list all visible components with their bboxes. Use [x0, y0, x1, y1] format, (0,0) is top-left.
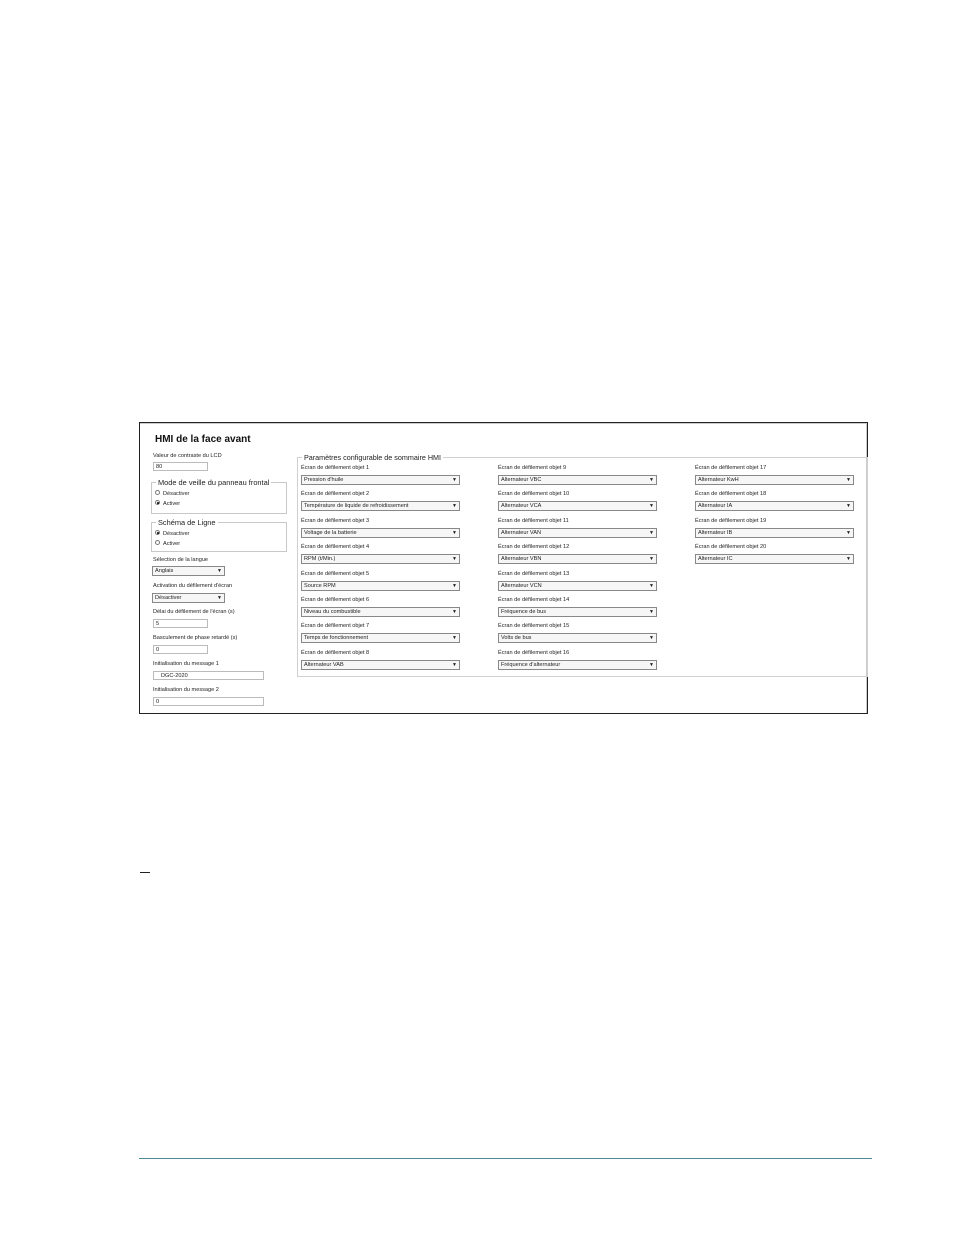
scroll-activation-select-value: Désactiver: [155, 595, 182, 601]
chevron-down-icon: ▼: [649, 529, 654, 536]
message2-label: Initialisation du message 2: [153, 687, 219, 693]
radio-icon: [155, 500, 160, 505]
phase-toggle-input[interactable]: 0: [153, 645, 208, 654]
sleep-mode-group: [151, 478, 287, 514]
scroll-object-select[interactable]: [301, 528, 460, 538]
scroll-object-select[interactable]: [498, 501, 657, 511]
radio-icon: [155, 540, 160, 545]
line-diagram-enable-radio[interactable]: [155, 541, 180, 547]
scroll-object-label: Écran de défilement objet 1: [301, 465, 370, 471]
scroll-object-label: Écran de défilement objet 10: [498, 491, 570, 498]
footnote-mark: [140, 872, 150, 873]
scroll-object-label: Écran de défilement objet 3: [301, 517, 370, 524]
scroll-delay-label: Délai du défilement de l'écran (s): [153, 609, 235, 615]
scroll-object-label: Écran de défilement objet 18: [695, 491, 767, 498]
scroll-object-label: Écran de défilement objet 7: [301, 623, 370, 630]
scroll-object-select-value: Température de liquide de refroidissement: [304, 503, 409, 510]
chevron-down-icon: ▼: [452, 503, 457, 510]
scroll-object-label: Écran de défilement objet 2: [301, 491, 370, 498]
chevron-down-icon: ▼: [217, 568, 222, 574]
scroll-object-label: Écran de défilement objet 6: [301, 597, 370, 603]
chevron-down-icon: ▼: [649, 661, 654, 668]
scroll-object-select[interactable]: [498, 660, 657, 670]
scroll-object-select[interactable]: [301, 501, 460, 511]
chevron-down-icon: ▼: [846, 477, 851, 483]
scroll-object-select-value: Voltage de la batterie: [304, 529, 357, 536]
scroll-object-select[interactable]: [498, 475, 657, 485]
scroll-object-select[interactable]: [695, 475, 854, 485]
chevron-down-icon: ▼: [649, 556, 654, 563]
message1-label: Initialisation du message 1: [153, 661, 219, 667]
scroll-object-select[interactable]: [695, 501, 854, 511]
scroll-object-select-value: Fréquence de bus: [501, 609, 547, 615]
phase-toggle-label: Basculement de phase retardé (s): [153, 635, 238, 641]
scroll-object-select[interactable]: [301, 554, 460, 564]
scroll-object-label: Écran de défilement objet 19: [695, 517, 767, 524]
chevron-down-icon: ▼: [452, 582, 457, 589]
sleep-mode-disable-radio[interactable]: [155, 491, 189, 497]
scroll-object-label: Écran de défilement objet 8: [301, 649, 370, 656]
scroll-object-label: Écran de défilement objet 20: [695, 544, 767, 551]
scroll-object-label: Écran de défilement objet 11: [498, 517, 569, 524]
sleep-mode-option-label: Activer: [163, 501, 181, 507]
scroll-object-select-value: Fréquence d'alternateur: [501, 661, 561, 668]
chevron-down-icon: ▼: [452, 556, 457, 563]
chevron-down-icon: ▼: [452, 661, 457, 668]
line-diagram-title: Schéma de Ligne: [158, 518, 216, 527]
chevron-down-icon: ▼: [846, 529, 851, 536]
scroll-object-select[interactable]: [301, 660, 460, 670]
scroll-object-label: Écran de défilement objet 5: [301, 570, 370, 577]
chevron-down-icon: ▼: [649, 609, 654, 615]
scroll-object-select-value: Alternateur KwH: [698, 477, 739, 483]
chevron-down-icon: ▼: [649, 477, 654, 483]
hmi-front-panel-window: [139, 422, 868, 714]
scroll-object-select-value: Alternateur VBN: [501, 556, 542, 563]
hmi-summary-params-group: [297, 453, 868, 677]
radio-icon: [155, 530, 160, 535]
scroll-activation-label: Activation du défilement d'écran: [153, 583, 233, 589]
scroll-object-select[interactable]: [498, 581, 657, 591]
scroll-object-select[interactable]: [498, 554, 657, 564]
scroll-object-select-value: Volts de bus: [501, 635, 532, 642]
scroll-object-select-value: RPM (t/Min.): [304, 556, 336, 563]
scroll-object-select-value: Niveau du combustible: [304, 609, 361, 615]
line-diagram-disable-radio[interactable]: [155, 531, 189, 537]
scroll-object-select-value: Source RPM: [304, 582, 336, 589]
sleep-mode-option-label: Désactiver: [163, 491, 190, 497]
scroll-object-label: Écran de défilement objet 4: [301, 544, 370, 551]
scroll-object-label: Écran de défilement objet 16: [498, 649, 570, 656]
lcd-contrast-input[interactable]: 80: [153, 462, 208, 471]
scroll-object-select[interactable]: [301, 581, 460, 591]
scroll-object-select[interactable]: [301, 475, 460, 485]
radio-icon: [155, 490, 160, 495]
chevron-down-icon: ▼: [217, 595, 222, 601]
language-select-value: Anglais: [155, 568, 174, 574]
scroll-object-select-value: Alternateur VAB: [304, 661, 344, 668]
scroll-activation-select[interactable]: [152, 593, 225, 603]
chevron-down-icon: ▼: [649, 582, 654, 589]
scroll-object-select[interactable]: [301, 633, 460, 643]
hmi-summary-params-title: Paramètres configurable de sommaire HMI: [304, 453, 442, 462]
scroll-object-label: Écran de défilement objet 13: [498, 570, 570, 577]
scroll-object-label: Écran de défilement objet 12: [498, 544, 570, 551]
scroll-object-select-value: Temps de fonctionnement: [304, 635, 369, 642]
line-diagram-option-label: Désactiver: [163, 531, 190, 537]
chevron-down-icon: ▼: [649, 635, 654, 642]
lcd-contrast-label: Valeur de contraste du LCD: [153, 453, 222, 459]
chevron-down-icon: ▼: [452, 477, 457, 483]
window-title: HMI de la face avant: [155, 434, 251, 445]
chevron-down-icon: ▼: [452, 529, 457, 536]
scroll-object-select-value: Alternateur IB: [698, 529, 733, 536]
scroll-object-select-value: Alternateur IA: [698, 503, 733, 510]
scroll-delay-input[interactable]: 5: [153, 619, 208, 628]
language-label: Sélection de la langue: [153, 557, 209, 563]
message2-input[interactable]: 0: [153, 697, 264, 706]
chevron-down-icon: ▼: [452, 635, 457, 642]
scroll-object-select-value: Pression d'huile: [304, 477, 344, 483]
scroll-object-select[interactable]: [498, 528, 657, 538]
message1-input[interactable]: DGC-2020: [153, 671, 264, 680]
sleep-mode-title: Mode de veille du panneau frontal: [158, 478, 270, 487]
scroll-object-select[interactable]: [498, 633, 657, 643]
line-diagram-option-label: Activer: [163, 541, 181, 547]
chevron-down-icon: ▼: [649, 503, 654, 510]
scroll-object-select[interactable]: [498, 607, 657, 617]
chevron-down-icon: ▼: [846, 503, 851, 510]
scroll-object-select[interactable]: [301, 607, 460, 617]
scroll-object-label: Écran de défilement objet 15: [498, 623, 570, 630]
scroll-object-select-value: Alternateur VAN: [501, 529, 542, 536]
scroll-object-select-value: Alternateur VBC: [501, 477, 542, 483]
scroll-object-label: Écran de défilement objet 14: [498, 597, 570, 603]
chevron-down-icon: ▼: [452, 609, 457, 615]
footer-rule: [139, 1158, 872, 1159]
scroll-object-select-value: Alternateur IC: [698, 556, 733, 563]
chevron-down-icon: ▼: [846, 556, 851, 563]
scroll-object-select-value: Alternateur VCA: [501, 503, 542, 510]
language-select[interactable]: [152, 566, 225, 576]
line-diagram-group: [151, 518, 287, 552]
scroll-object-label: Écran de défilement objet 17: [695, 465, 767, 471]
scroll-object-select-value: Alternateur VCN: [501, 582, 542, 589]
scroll-object-select[interactable]: [695, 554, 854, 564]
scroll-object-label: Écran de défilement objet 9: [498, 465, 567, 471]
scroll-object-select[interactable]: [695, 528, 854, 538]
sleep-mode-enable-radio[interactable]: [155, 501, 180, 507]
